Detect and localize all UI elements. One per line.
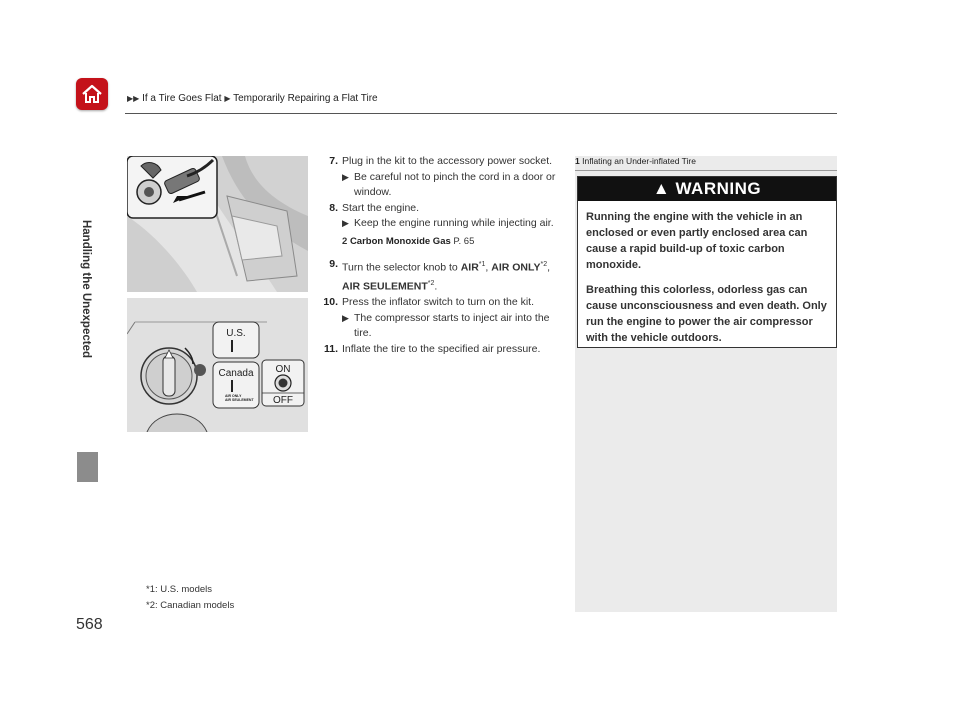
- label-off: OFF: [273, 395, 293, 406]
- sidebar-heading: 1 Inflating an Under-inflated Tire: [575, 156, 837, 171]
- footnote-1: *1: U.S. models: [146, 584, 212, 595]
- page-number: 568: [76, 616, 103, 633]
- step-10: 10. Press the inflator switch to turn on the kit.: [323, 296, 535, 308]
- arrow-icon: ▶: [342, 218, 349, 228]
- breadcrumb-arrow-icon: ▶▶: [127, 94, 140, 103]
- warning-box: [577, 176, 837, 348]
- instruction-steps: [318, 154, 568, 357]
- step-8-note: ▶ Keep the engine running while injecting air.: [318, 216, 568, 232]
- step-8: 8. Start the engine.: [329, 201, 420, 214]
- breadcrumb-current: Temporarily Repairing a Flat Tire: [233, 93, 378, 104]
- sidebar-notes: [575, 156, 837, 612]
- arrow-icon: ▶: [342, 171, 349, 182]
- breadcrumb-link-flat-tire[interactable]: If a Tire Goes Flat: [142, 93, 222, 104]
- warning-icon: ▲: [652, 179, 671, 198]
- arrow-icon: ▶: [342, 312, 349, 323]
- figure-selector-knob: [127, 298, 308, 432]
- label-on: ON: [275, 364, 291, 375]
- section-marker: [77, 452, 98, 482]
- warning-header: ▲ WARNING: [578, 177, 836, 201]
- knob-label-seulement: AIR SEULEMENT: [225, 398, 254, 402]
- label-canada: Canada: [218, 368, 254, 379]
- step-7: 7. Plug in the kit to the accessory power socket.: [329, 155, 553, 167]
- step-7-note: ▶ Be careful not to pinch the cord in a door or window.: [342, 170, 556, 198]
- warning-paragraph-1: Running the engine with the vehicle in an enclosed or even partly enclosed area can cause a rapid build-up of toxic carbon monoxide.: [586, 211, 808, 271]
- knob-label-air-only: AIR ONLY: [225, 394, 242, 398]
- step-11: 11. Inflate the tire to the specified air pressure.: [323, 342, 541, 355]
- reference-icon: 2: [342, 235, 348, 247]
- home-button[interactable]: [76, 78, 108, 110]
- section-label: Handling the Unexpected: [80, 219, 92, 359]
- step-10-note: ▶ The compressor starts to inject air into the tire.: [342, 311, 550, 339]
- warning-paragraph-2: Breathing this colorless, odorless gas can cause unconsciousness and even death. Only run the engine to power the air compressor with the vehicle outdoors.: [586, 284, 827, 344]
- side-tab: [76, 108, 98, 478]
- home-icon: [80, 82, 104, 106]
- breadcrumb: [127, 93, 378, 104]
- step-9: 9. Turn the selector knob to AIR$^{*1}$, AIR ONLY$^{*2}$, AIR SEULEMENT$^{*2}$.: [329, 258, 551, 293]
- header-rule: [125, 113, 837, 114]
- label-us: U.S.: [226, 328, 246, 339]
- footnote-2: *2: Canadian models: [146, 600, 235, 611]
- figure-accessory-socket: [127, 156, 308, 292]
- cross-reference-link[interactable]: 2 Carbon Monoxide Gas P. 65: [342, 235, 475, 247]
- note-icon: 1: [575, 156, 580, 166]
- breadcrumb-arrow-icon: ▶: [224, 94, 231, 103]
- warning-text: [586, 209, 832, 355]
